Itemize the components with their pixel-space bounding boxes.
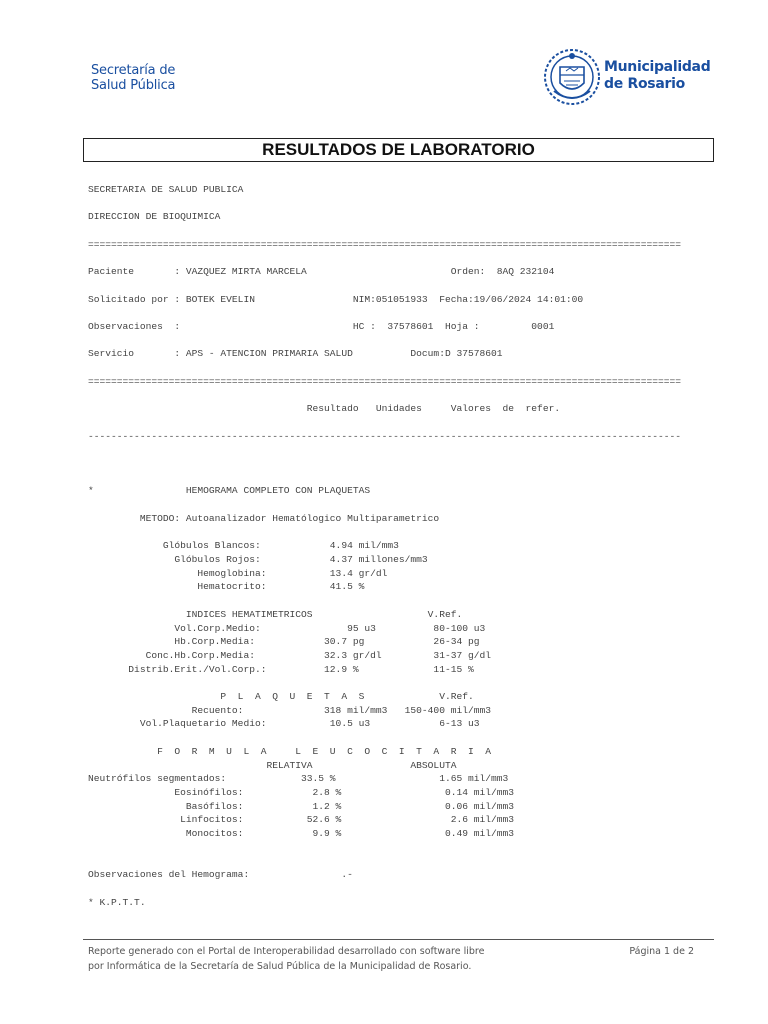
report-line [88, 252, 681, 266]
brand-left-line1: Secretaría de [91, 63, 176, 78]
report-line: Observaciones : HC : 37578601 Hoja : 0001 [88, 321, 555, 333]
brand-right-line2: de Rosario [604, 76, 685, 92]
report-line [88, 224, 681, 238]
seal-icon [542, 43, 602, 111]
report-line: Hemoglobina: 13.4 gr/dl [88, 567, 388, 579]
report-line: P L A Q U E T A S V.Ref. [88, 691, 474, 703]
report-line [88, 457, 681, 471]
report-line [88, 197, 681, 211]
report-line: Glóbulos Rojos: 4.37 millones/mm3 [88, 553, 428, 565]
report-line [88, 471, 681, 485]
report-line [88, 841, 681, 855]
report-line: Hb.Corp.Media: 30.7 pg 26-34 pg [88, 636, 480, 648]
report-line [88, 854, 681, 868]
report-line: ======================================================================================================= [88, 238, 681, 250]
brand-left-line2: Salud Pública [91, 78, 176, 93]
report-line: RELATIVA ABSOLUTA [88, 759, 457, 771]
report-line: Paciente : VAZQUEZ MIRTA MARCELA Orden: 8AQ 232104 [88, 266, 555, 278]
footer-divider [83, 939, 714, 940]
report-line: ======================================================================================================= [88, 375, 681, 387]
footer-note [88, 944, 484, 974]
report-line: F O R M U L A L E U C O C I T A R I A [88, 745, 492, 757]
report-line: SECRETARIA DE SALUD PUBLICA [88, 184, 244, 195]
report-line: ------------------------------------------------------------------------------------------------------- [88, 430, 681, 442]
report-line [88, 443, 681, 457]
report-line: DIRECCION DE BIOQUIMICA [88, 211, 221, 223]
report-line: * HEMOGRAMA COMPLETO CON PLAQUETAS [88, 485, 371, 497]
report-line [88, 361, 681, 375]
footer-line1: Reporte generado con el Portal de Interoperabilidad desarrollado con software libre [88, 946, 485, 957]
report-line: Vol.Corp.Medio: 95 u3 80-100 u3 [88, 622, 486, 634]
report-line: Observaciones del Hemograma: .- [88, 869, 353, 881]
report-line [88, 526, 681, 540]
report-line [88, 882, 681, 896]
report-body [88, 183, 681, 909]
report-line: Glóbulos Blancos: 4.94 mil/mm3 [88, 540, 399, 552]
report-line: Monocitos: 9.9 % 0.49 mil/mm3 [88, 828, 515, 840]
report-line: Recuento: 318 mil/mm3 150-400 mil/mm3 [88, 704, 492, 716]
report-line: Servicio : APS - ATENCION PRIMARIA SALUD Docum:D 37578601 [88, 348, 503, 360]
report-line [88, 731, 681, 745]
report-line [88, 498, 681, 512]
municipalidad-name [604, 59, 710, 93]
report-line: Neutrófilos segmentados: 33.5 % 1.65 mil/mm3 [88, 773, 509, 785]
report-line: Eosinófilos: 2.8 % 0.14 mil/mm3 [88, 786, 515, 798]
brand-right-line1: Municipalidad [604, 59, 711, 75]
report-line: Linfocitos: 52.6 % 2.6 mil/mm3 [88, 814, 515, 826]
report-title-box [83, 138, 714, 162]
report-line: Distrib.Erit./Vol.Corp.: 12.9 % 11-15 % [88, 663, 474, 675]
footer-line2: por Informática de la Secretaría de Salud Pública de la Municipalidad de Rosario. [88, 961, 472, 972]
report-line [88, 676, 681, 690]
page-number: Página 1 de 2 [629, 946, 694, 957]
report-line: METODO: Autoanalizador Hematólogico Multiparametrico [88, 512, 440, 524]
report-line: INDICES HEMATIMETRICOS V.Ref. [88, 608, 463, 620]
report-line [88, 306, 681, 320]
report-line [88, 594, 681, 608]
report-line [88, 279, 681, 293]
report-line: Solicitado por : BOTEK EVELIN NIM:051051933 Fecha:19/06/2024 14:01:00 [88, 293, 584, 305]
report-line: Hematocrito: 41.5 % [88, 581, 365, 593]
report-line: Conc.Hb.Corp.Media: 32.3 gr/dl 31-37 g/dl [88, 649, 492, 661]
report-line [88, 389, 681, 403]
report-line: Basófilos: 1.2 % 0.06 mil/mm3 [88, 800, 515, 812]
municipalidad-logo [542, 43, 722, 113]
report-line: * K.P.T.T. [88, 896, 146, 908]
report-line: Vol.Plaquetario Medio: 10.5 u3 6-13 u3 [88, 718, 480, 730]
report-line: Resultado Unidades Valores de refer. [88, 403, 561, 415]
report-line [88, 334, 681, 348]
report-title: RESULTADOS DE LABORATORIO [262, 140, 535, 159]
secretaria-logo-text [91, 63, 175, 93]
report-line [88, 416, 681, 430]
